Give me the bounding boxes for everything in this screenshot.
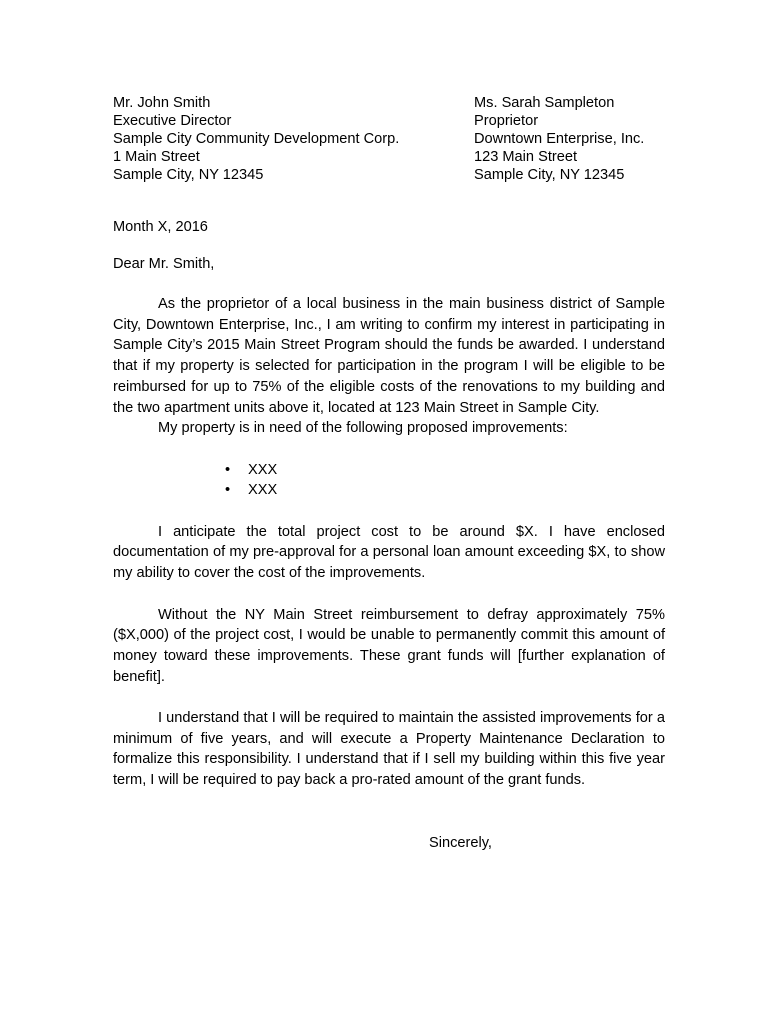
sender-title: Executive Director <box>113 113 232 129</box>
spacer <box>113 687 665 708</box>
sender-city: Sample City, NY 12345 <box>113 167 264 183</box>
recipient-street: 123 Main Street <box>474 149 578 165</box>
list-item <box>113 460 665 481</box>
paragraph-improvements-lead: My property is in need of the following proposed improvements: <box>158 420 568 437</box>
bullet-icon: • <box>225 482 231 499</box>
paragraph-reimbursement: Without the NY Main Street reimbursement to defray approximately 75% ($X,000) of the project cost, I would be unable to permanently commit this amount of money toward these improvements. These grant funds will [further explanation of benefit]. <box>113 606 665 685</box>
list-item-text: XXX <box>248 482 278 499</box>
letter-date: Month X, 2016 <box>113 219 208 235</box>
improvements-list <box>113 460 665 501</box>
bullet-icon: • <box>225 461 231 478</box>
sender-organization: Sample City Community Development Corp. <box>113 131 400 147</box>
sender-street: 1 Main Street <box>113 149 200 165</box>
sender-name: Mr. John Smith <box>113 95 211 111</box>
recipient-title: Proprietor <box>474 113 539 129</box>
paragraph-maintenance: I understand that I will be required to maintain the assisted improvements for a minimum of five years, and will execute a Property Maintenance Declaration to formalize this responsibility. I understand that if I sell my building within this five year term, I will be required to pay back a pro-rated amount of the grant funds. <box>113 710 665 789</box>
recipient-name: Ms. Sarah Sampleton <box>474 95 615 111</box>
sender-address-block <box>113 94 453 184</box>
salutation: Dear Mr. Smith, <box>113 256 215 272</box>
list-item-text: XXX <box>248 461 278 478</box>
spacer <box>113 439 665 460</box>
letter-body <box>113 294 665 791</box>
closing: Sincerely, <box>429 835 492 851</box>
recipient-address-block <box>474 94 694 184</box>
recipient-organization: Downtown Enterprise, Inc. <box>474 131 645 147</box>
recipient-city: Sample City, NY 12345 <box>474 167 625 183</box>
paragraph-intro: As the proprietor of a local business in the main business district of Sample City, Downtown Enterprise, Inc., I am writing to confirm my interest in participating in Sample City’s 2015 Main Street Program should the funds be awarded. I understand that if my property is selected for participation in the program I will be eligible to be reimbursed for up to 75% of the eligible costs of the renovations to my building and the two apartment units above it, located at 123 Main Street in Sample City. <box>113 296 665 416</box>
list-item <box>113 480 665 501</box>
paragraph-project-cost: I anticipate the total project cost to be around $X. I have enclosed documentation of my pre-approval for a personal loan amount exceeding $X, to show my ability to cover the cost of the improvements. <box>113 523 665 582</box>
spacer <box>113 584 665 605</box>
spacer <box>113 501 665 522</box>
